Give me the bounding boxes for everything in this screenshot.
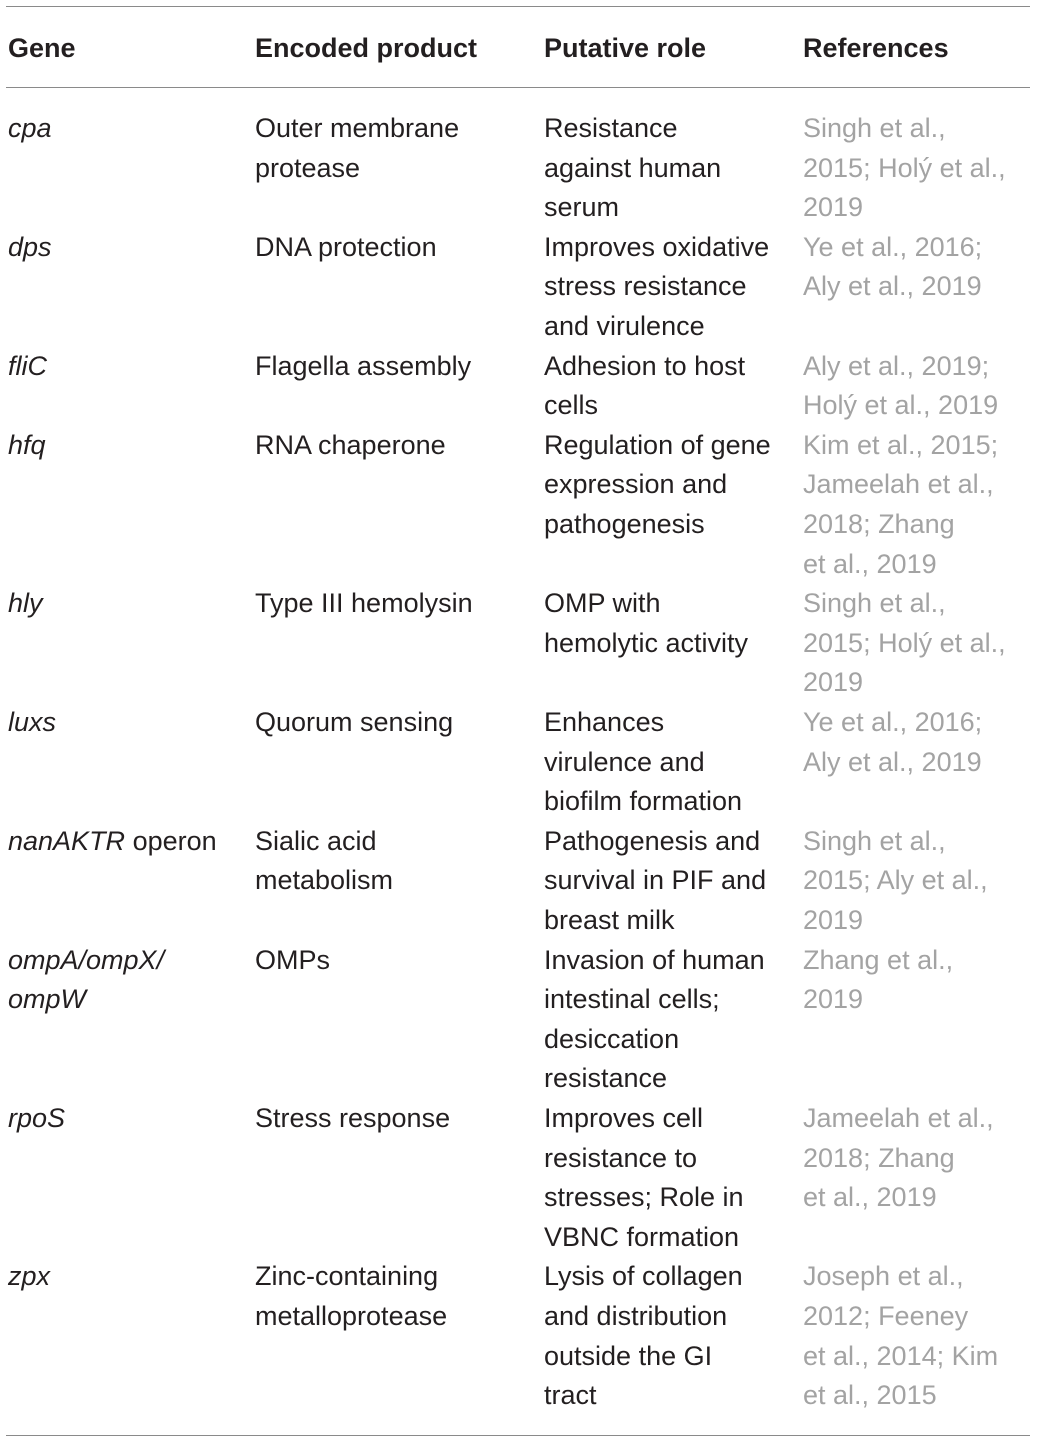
role-cell xyxy=(544,347,794,426)
table-body xyxy=(6,88,1030,1435)
role-cell-line: biofilm formation xyxy=(544,786,743,817)
gene-suffix: operon xyxy=(125,825,217,856)
product-cell-line: Quorum sensing xyxy=(255,706,454,737)
role-cell xyxy=(544,941,794,1099)
role-cell-line: virulence and xyxy=(544,746,705,777)
role-cell-line: Improves oxidative xyxy=(544,231,770,262)
references-cell xyxy=(803,941,1029,1020)
product-cell-line: DNA protection xyxy=(255,231,437,262)
gene-cell xyxy=(8,228,248,268)
references-cell-line: 2018; Zhang xyxy=(803,508,955,539)
gene-line xyxy=(8,980,248,1020)
product-cell xyxy=(255,941,535,981)
product-cell xyxy=(255,703,535,743)
references-cell xyxy=(803,228,1029,307)
role-cell-line: hemolytic activity xyxy=(544,627,749,658)
table-row xyxy=(6,822,1030,941)
table-row xyxy=(6,1099,1030,1257)
references-cell-line: Aly et al., 2019 xyxy=(803,271,982,302)
references-cell xyxy=(803,703,1029,782)
role-cell-line: resistance xyxy=(544,1063,668,1094)
references-cell-line: Holý et al., 2019 xyxy=(803,390,999,421)
header-gene: Gene xyxy=(8,33,76,63)
table-row xyxy=(6,347,1030,426)
references-cell xyxy=(803,1257,1029,1415)
role-cell-line: and virulence xyxy=(544,310,705,341)
role-cell-line: Resistance xyxy=(544,113,678,143)
gene-name: hfq xyxy=(8,429,46,460)
table-row xyxy=(6,109,1030,228)
gene-cell xyxy=(8,584,248,624)
role-cell-line: Invasion of human xyxy=(544,944,765,975)
gene-line xyxy=(8,584,248,624)
references-cell xyxy=(803,584,1029,703)
product-cell xyxy=(255,228,535,268)
product-cell xyxy=(255,109,535,188)
table-row xyxy=(6,941,1030,1099)
role-cell-line: Enhances xyxy=(544,706,665,737)
gene-cell xyxy=(8,1099,248,1139)
table-row xyxy=(6,1257,1030,1415)
product-cell-line: metalloprotease xyxy=(255,1300,448,1331)
product-cell-line: Stress response xyxy=(255,1102,451,1133)
table-header xyxy=(6,7,1030,87)
gene-cell xyxy=(8,703,248,743)
gene-line xyxy=(8,822,248,862)
gene-name: hly xyxy=(8,588,43,619)
gene-table xyxy=(6,6,1030,1436)
product-cell-line: Outer membrane xyxy=(255,113,460,143)
gene-name: fliC xyxy=(8,350,47,381)
role-cell xyxy=(544,822,794,941)
references-cell-line: 2015; Aly et al., xyxy=(803,865,988,896)
references-cell xyxy=(803,347,1029,426)
product-cell-line: protease xyxy=(255,152,361,183)
role-cell xyxy=(544,426,794,545)
references-cell-line: 2019 xyxy=(803,667,864,698)
gene-line xyxy=(8,347,248,387)
gene-name: rpoS xyxy=(8,1102,66,1133)
role-cell-line: pathogenesis xyxy=(544,508,705,539)
gene-line xyxy=(8,426,248,466)
references-cell-line: Jameelah et al., xyxy=(803,469,994,500)
references-cell-line: Singh et al., xyxy=(803,825,946,856)
role-cell-line: and distribution xyxy=(544,1300,728,1331)
role-cell-line: OMP with xyxy=(544,588,661,619)
role-cell-line: Pathogenesis and xyxy=(544,825,761,856)
header-references: References xyxy=(803,33,949,63)
table-row xyxy=(6,703,1030,822)
gene-cell xyxy=(8,941,248,1020)
role-cell-line: Lysis of collagen xyxy=(544,1261,743,1292)
role-cell xyxy=(544,1099,794,1257)
gene-cell xyxy=(8,347,248,387)
header-putative-role: Putative role xyxy=(544,33,707,63)
gene-name: ompW xyxy=(8,984,87,1015)
references-cell xyxy=(803,109,1029,228)
role-cell-line: against human xyxy=(544,152,722,183)
references-cell xyxy=(803,1099,1029,1218)
role-cell-line: desiccation xyxy=(544,1023,680,1054)
role-cell xyxy=(544,584,794,663)
references-cell xyxy=(803,426,1029,584)
role-cell-line: intestinal cells; xyxy=(544,984,720,1015)
gene-cell xyxy=(8,1257,248,1297)
table-row xyxy=(6,426,1030,584)
gene-cell xyxy=(8,822,248,862)
references-cell-line: Ye et al., 2016; xyxy=(803,706,983,737)
references-cell-line: Aly et al., 2019 xyxy=(803,746,982,777)
references-cell-line: et al., 2015 xyxy=(803,1380,937,1411)
gene-cell xyxy=(8,426,248,466)
role-cell xyxy=(544,109,794,228)
references-cell xyxy=(803,822,1029,941)
gene-cell xyxy=(8,109,248,149)
references-cell-line: 2019 xyxy=(803,192,864,223)
bottom-rule xyxy=(6,1435,1030,1436)
gene-line xyxy=(8,1257,248,1297)
role-cell-line: stresses; Role in xyxy=(544,1182,744,1213)
references-cell-line: Singh et al., xyxy=(803,588,946,619)
role-cell-line: Improves cell xyxy=(544,1102,704,1133)
references-cell-line: Kim et al., 2015; xyxy=(803,429,999,460)
gene-name: cpa xyxy=(8,113,52,143)
gene-line xyxy=(8,228,248,268)
references-cell-line: Aly et al., 2019; xyxy=(803,350,990,381)
role-cell-line: serum xyxy=(544,192,620,223)
role-cell-line: Adhesion to host xyxy=(544,350,746,381)
references-cell-line: 2019 xyxy=(803,904,864,935)
product-cell-line: metabolism xyxy=(255,865,394,896)
references-cell-line: Singh et al., xyxy=(803,113,946,143)
product-cell xyxy=(255,584,535,624)
gene-line xyxy=(8,109,248,149)
references-cell-line: et al., 2019 xyxy=(803,548,937,579)
references-cell-line: 2018; Zhang xyxy=(803,1142,955,1173)
product-cell-line: Sialic acid xyxy=(255,825,377,856)
table-row xyxy=(6,228,1030,347)
product-cell xyxy=(255,822,535,901)
gene-name: zpx xyxy=(8,1261,51,1292)
table-row xyxy=(6,584,1030,703)
product-cell-line: Zinc-containing xyxy=(255,1261,439,1292)
references-cell-line: 2019 xyxy=(803,984,864,1015)
product-cell xyxy=(255,426,535,466)
references-cell-line: et al., 2014; Kim xyxy=(803,1340,999,1371)
gene-name: dps xyxy=(8,231,52,262)
product-cell xyxy=(255,347,535,387)
role-cell-line: cells xyxy=(544,390,599,421)
role-cell-line: resistance to xyxy=(544,1142,698,1173)
gene-name: nanAKTR xyxy=(8,825,126,856)
role-cell-line: Regulation of gene xyxy=(544,429,771,460)
role-cell-line: tract xyxy=(544,1380,597,1411)
gene-name: luxs xyxy=(8,706,57,737)
gene-line xyxy=(8,703,248,743)
role-cell-line: stress resistance xyxy=(544,271,747,302)
header-encoded-product: Encoded product xyxy=(255,33,477,63)
product-cell xyxy=(255,1099,535,1139)
references-cell-line: 2015; Holý et al., xyxy=(803,627,1006,658)
role-cell xyxy=(544,228,794,347)
product-cell xyxy=(255,1257,535,1336)
role-cell-line: breast milk xyxy=(544,904,675,935)
gene-line xyxy=(8,941,248,981)
gene-line xyxy=(8,1099,248,1139)
references-cell-line: 2012; Feeney xyxy=(803,1300,969,1331)
product-cell-line: Type III hemolysin xyxy=(255,588,473,619)
references-cell-line: Joseph et al., xyxy=(803,1261,964,1292)
role-cell xyxy=(544,1257,794,1415)
product-cell-line: RNA chaperone xyxy=(255,429,446,460)
references-cell-line: Zhang et al., xyxy=(803,944,954,975)
role-cell-line: survival in PIF and xyxy=(544,865,767,896)
references-cell-line: et al., 2019 xyxy=(803,1182,937,1213)
product-cell-line: Flagella assembly xyxy=(255,350,472,381)
role-cell-line: outside the GI xyxy=(544,1340,713,1371)
product-cell-line: OMPs xyxy=(255,944,331,975)
role-cell-line: expression and xyxy=(544,469,728,500)
role-cell-line: VBNC formation xyxy=(544,1221,740,1252)
role-cell xyxy=(544,703,794,822)
gene-name: ompA/ompX/ xyxy=(8,944,165,975)
references-cell-line: Ye et al., 2016; xyxy=(803,231,983,262)
references-cell-line: Jameelah et al., xyxy=(803,1102,994,1133)
references-cell-line: 2015; Holý et al., xyxy=(803,152,1006,183)
